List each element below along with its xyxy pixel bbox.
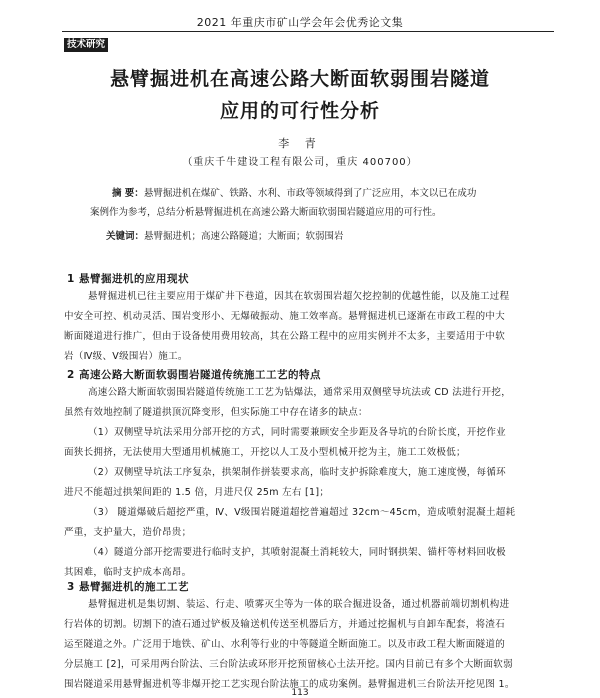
abstract-line-1 [90,184,538,203]
paragraph-line: 虽然有效地控制了隧道拱顶沉降变形，但实际施工中存在诸多的缺点： [64,407,368,418]
paragraph-line: 高速公路大断面软弱围岩隧道传统施工工艺为钻爆法，通常采用双侧壁导坑法或 CD 法进行开挖， [88,387,511,398]
abstract-line-2: 案例作为参考，总结分析悬臂掘进机在高速公路大断面软弱围岩隧道应用的可行性。 [90,207,442,218]
abstract [90,184,538,222]
title-line-1: 悬臂掘进机在高速公路大断面软弱围岩隧道 [109,68,490,90]
keywords-label: 关键词： [106,231,145,242]
paragraph-line: 进尺不能超过拱架间距的 1.5 倍，月进尺仅 25m 左右 [1]； [64,487,330,498]
affiliation: （重庆千牛建设工程有限公司，重庆 400700） [182,157,418,168]
section-heading-2: 2 高速公路大断面软弱围岩隧道传统施工工艺的特点 [67,369,321,381]
category-tag: 技术研究 [64,38,108,52]
section-2-body [64,383,548,583]
page-number: 113 [291,688,309,698]
paragraph-line: （1）双侧壁导坑法采用分部开挖的方式，同时需要兼顾安全步距及各导坑的台阶长度，开挖作业 [88,427,506,438]
paragraph-line: （2）双侧壁导坑法工序复杂，拱架制作拼装要求高，临时支护拆除难度大，施工速度慢，每循环 [88,467,506,478]
abstract-label: 摘 要： [112,188,144,199]
paragraph-line: 面狭长拥挤，无法使用大型通用机械施工，开挖以人工及小型机械开挖为主，施工工效极低； [64,447,466,458]
paragraph-line: 中安全可控、机动灵活、围岩变形小、无爆破振动、施工效率高。悬臂掘进机已逐渐在市政工程的中大 [64,311,506,322]
section-heading-3: 3 悬臂掘进机的施工工艺 [67,581,189,593]
section-heading-1: 1 悬臂掘进机的应用现状 [67,273,189,285]
keywords-text: 悬臂掘进机；高速公路隧道；大断面；软弱围岩 [144,231,344,242]
abstract-text-1: 悬臂掘进机在煤矿、铁路、水利、市政等领域得到了广泛应用，本文以已在成功 [143,188,477,199]
keywords [106,228,344,242]
paragraph-line: 岩（Ⅳ级、Ⅴ级围岩）施工。 [64,351,188,362]
paragraph-line: 围岩隧道采用悬臂掘进机等非爆开挖工艺实现台阶法施工的成功案例。悬臂掘进机三台阶法开挖见图 1。 [64,679,515,690]
header-rule [62,31,554,32]
paragraph-line: （3） 隧道爆破后超挖严重，Ⅳ、Ⅴ级围岩隧道超挖普遍超过 32cm～45cm，造成喷射混凝土超耗 [88,507,516,518]
paragraph-line: 运至隧道之外。广泛用于地铁、矿山、水利等行业的中等隧道全断面施工。以及市政工程大断面隧道的 [64,639,506,650]
paragraph-line: （4）隧道分部开挖需要进行临时支护，其喷射混凝土消耗较大，同时钢拱架、锚杆等材料回收极 [88,547,506,558]
section-3-body [64,595,548,695]
paragraph-line: 行岩体的切割。切割下的渣石通过铲板及输送机传送至机器后方，并通过挖掘机与自卸车配套，将渣石 [64,619,506,630]
title-line-2: 应用的可行性分析 [219,100,380,122]
paragraph-line: 悬臂掘进机是集切割、装运、行走、喷雾灭尘等为一体的联合掘进设备，通过机器前端切割机构进 [88,599,510,610]
paragraph-line: 其困难，临时支护成本高昂。 [64,567,192,578]
paragraph-line: 分层施工 [2]，可采用两台阶法、三台阶法或环形开挖预留核心土法开挖。国内目前已有多个大断面软弱 [64,659,513,670]
paragraph-line: 严重，支护量大，造价昂贵； [64,527,192,538]
author: 李 青 [278,137,322,150]
section-1-body [64,287,548,367]
paragraph-line: 断面隧道进行推广，但由于设备使用费用较高，其在公路工程中的应用实例并不太多，主要适用于中软 [64,331,506,342]
paragraph-line: 悬臂掘进机已往主要应用于煤矿井下巷道，因其在软弱围岩超欠挖控制的优越性能，以及施工过程 [88,291,510,302]
running-header: 2021 年重庆市矿山学会年会优秀论文集 [196,16,404,29]
